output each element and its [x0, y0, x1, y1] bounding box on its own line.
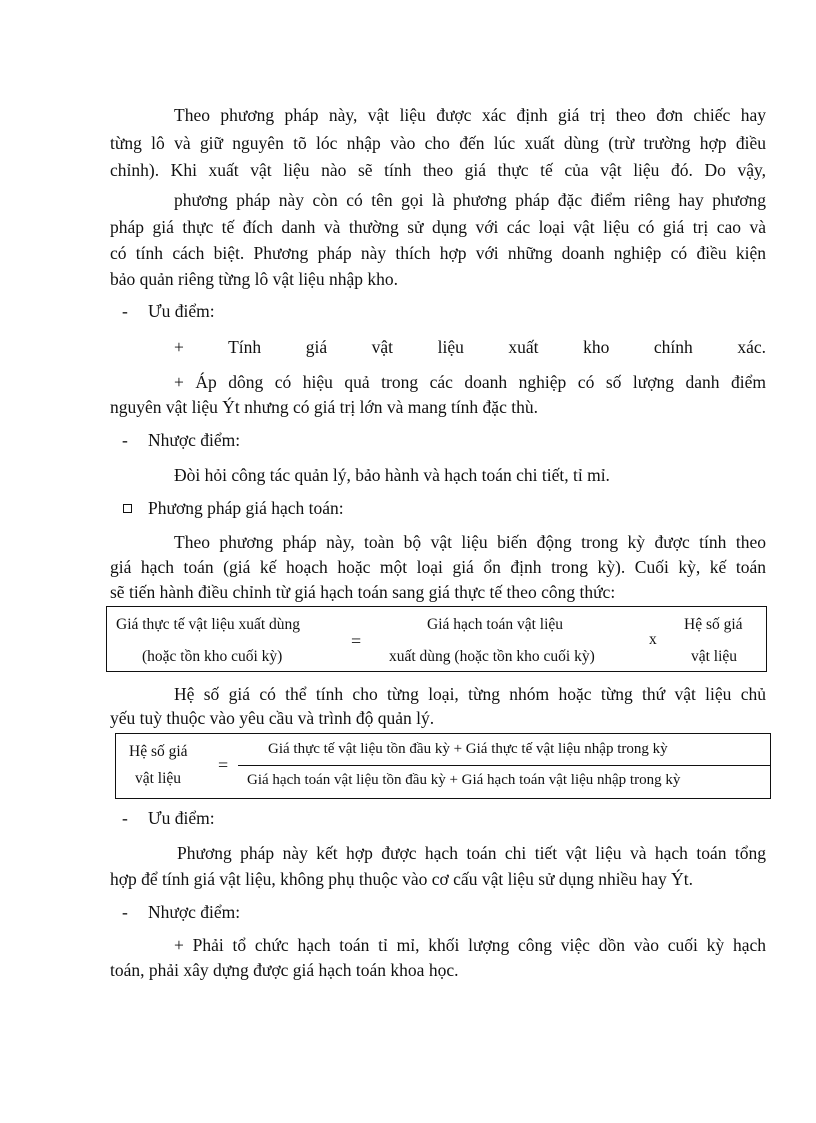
formula2-numerator: Giá thực tế vật liệu tồn đầu kỳ + Giá thực tế vật liệu nhập trong kỳ [268, 741, 668, 757]
method2-heading: Phương pháp giá hạch toán: [148, 498, 344, 518]
advantages1-heading: Ưu điểm: [148, 301, 215, 321]
dash-bullet: - [122, 430, 128, 450]
para2-line4: bảo quản riêng từng lô vật liệu nhập kho. [110, 269, 398, 289]
formula1-box [106, 606, 767, 672]
para3-line1: Theo phương pháp này, toàn bộ vật liệu biến động trong kỳ được tính theo [174, 532, 766, 552]
disadvantages1-line1: Đòi hỏi công tác quản lý, bảo hành và hạch toán chi tiết, tỉ mỉ. [174, 465, 610, 485]
para1-line3: chỉnh). Khi xuất vật liệu nào sẽ tính theo giá thực tế của vật liệu đó. Do vậy, [110, 160, 766, 180]
disadvantages2-heading: Nhược điểm: [148, 902, 241, 922]
advantages1-line1: + Tính giá vật liệu xuất kho chính xác. [174, 337, 766, 357]
para4-line1: Hệ số giá có thể tính cho từng loại, từng nhóm hoặc từng thứ vật liệu chủ [174, 684, 766, 704]
advantages2-line1: Phương pháp này kết hợp được hạch toán chi tiết vật liệu và hạch toán tổng [177, 843, 766, 863]
para1-line2: từng lô và giữ nguyên tõ lóc nhập vào cho đến lúc xuất dùng (trừ trường hợp điều [110, 133, 766, 153]
para2-line2: pháp giá thực tế đích danh và thường sử dụng với các loại vật liệu có giá trị cao và [110, 217, 766, 237]
dash-bullet: - [122, 808, 128, 828]
formula1-mid-top: Giá hạch toán vật liệu [427, 616, 564, 633]
advantages2-heading: Ưu điểm: [148, 808, 215, 828]
dash-bullet: - [122, 301, 128, 321]
para2-line1: phương pháp này còn có tên gọi là phương pháp đặc điểm riêng hay phương [174, 190, 766, 210]
square-bullet-icon [123, 504, 132, 513]
formula1-right-top: Hệ số giá [684, 616, 743, 633]
formula2-left-top: Hệ số giá [129, 743, 188, 760]
formula1-mid-bottom: xuất dùng (hoặc tồn kho cuối kỳ) [389, 648, 595, 665]
advantages1-line2b: nguyên vật liệu Ýt nhưng có giá trị lớn và mang tính đặc thù. [110, 397, 538, 417]
formula1-equals: = [351, 631, 362, 651]
formula1-left-top: Giá thực tế vật liệu xuất dùng [116, 616, 301, 633]
disadvantages2-line1: + Phải tổ chức hạch toán tỉ mỉ, khối lượng công việc dồn vào cuối kỳ hạch [174, 935, 766, 955]
para3-line2: giá hạch toán (giá kế hoạch hoặc một loại giá ổn định trong kỳ). Cuối kỳ, kế toán [110, 557, 766, 577]
formula2-equals: = [218, 755, 229, 775]
formula2-box [115, 733, 771, 799]
para4-line2: yếu tuỳ thuộc vào yêu cầu và trình độ quản lý. [110, 708, 435, 728]
para2-line3: có tính cách biệt. Phương pháp này thích hợp với những doanh nghiệp có điều kiện [110, 243, 766, 263]
formula2-denominator: Giá hạch toán vật liệu tồn đầu kỳ + Giá hạch toán vật liệu nhập trong kỳ [247, 772, 681, 788]
disadvantages2-line2: toán, phải xây dựng được giá hạch toán khoa học. [110, 960, 459, 980]
formula2-left-bottom: vật liệu [135, 770, 182, 787]
disadvantages1-heading: Nhược điểm: [148, 430, 241, 450]
formula1-right-bottom: vật liệu [691, 648, 738, 665]
para3-line3: sẽ tiến hành điều chỉnh từ giá hạch toán sang giá thực tế theo công thức: [110, 582, 616, 602]
advantages2-line2: hợp để tính giá vật liệu, không phụ thuộc vào cơ cấu vật liệu sử dụng nhiều hay Ýt. [110, 869, 694, 889]
formula1-times: x [649, 631, 657, 648]
formula1-left-bottom: (hoặc tồn kho cuối kỳ) [142, 648, 283, 665]
dash-bullet: - [122, 902, 128, 922]
para1-line1: Theo phương pháp này, vật liệu được xác định giá trị theo đơn chiếc hay [174, 105, 766, 125]
advantages1-line2a: + Áp dông có hiệu quả trong các doanh nghiệp có số lượng danh điểm [174, 372, 766, 392]
fraction-line [238, 765, 770, 766]
